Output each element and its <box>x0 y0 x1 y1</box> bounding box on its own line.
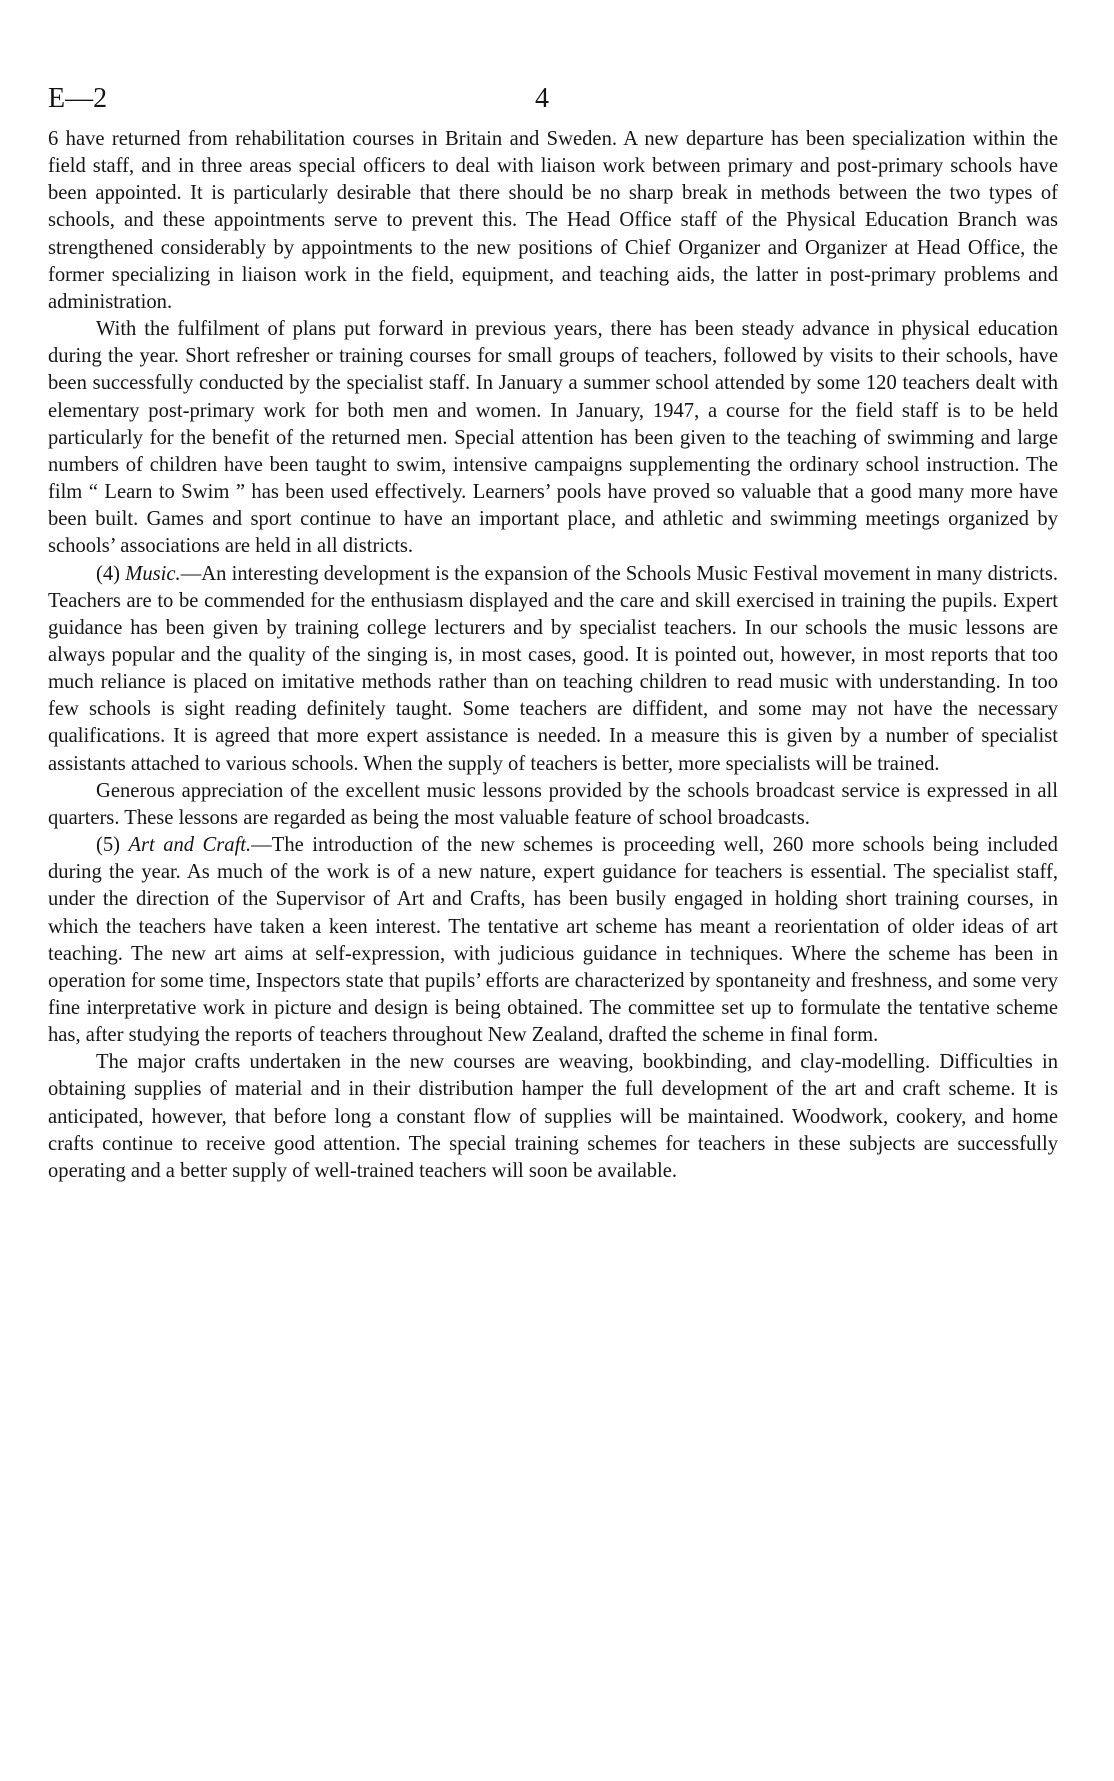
section-number: (4) <box>96 562 126 585</box>
paragraph-physical-education-progress <box>48 316 1058 560</box>
paragraph-text: 6 have returned from rehabilitation courses in Britain and Sweden. A new departure has been specialization within the field staff, and in three areas special officers to deal with liaison work between primary and post-primary schools have been appointed. It is particularly desirable that there should be no sharp break in methods between the two types of schools, and these appointments serve to prevent this. The Head Office staff of the Physical Education Branch was strengthened considerably by appointments to the new positions of Chief Organizer and Organizer at Head Office, the former specializing in liaison work in the field, equipment, and teaching aids, the latter in post-primary problems and administration. <box>48 128 1058 313</box>
page-number: 4 <box>535 83 549 114</box>
paragraph-text: With the fulfilment of plans put forward in previous years, there has been steady advance in physical education during the year. Short refresher or training courses for small groups of teachers, followed by visits to their schools, have been successfully conducted by the specialist staff. In January a summer school attended by some 120 teachers dealt with elementary post-primary work for both men and women. In January, 1947, a course for the field staff is to be held particularly for the benefit of the returned men. Special attention has been given to the teaching of swimming and large numbers of children have been taught to swim, intensive campaigns supplementing the ordinary school instruction. The film “ Learn to Swim ” has been used effectively. Learners’ pools have proved so valuable that a good many more have been built. Games and sport continue to have an important place, and athletic and swimming meetings organized by schools’ associations are held in all districts. <box>48 318 1058 558</box>
document-page <box>48 82 1058 1185</box>
paragraph-physical-education-staff <box>48 126 1058 316</box>
body-text <box>48 126 1058 1185</box>
paragraph-art-and-craft <box>48 832 1058 1049</box>
section-heading-music: Music. <box>125 562 181 585</box>
paragraph-music-broadcasts <box>48 778 1058 832</box>
section-heading-art-and-craft: Art and Craft. <box>128 834 252 857</box>
paragraph-text: The major crafts undertaken in the new courses are weaving, bookbinding, and clay-modelling. Difficulties in obtaining supplies of material and in their distribution hamper the full development of the art and craft scheme. It is anticipated, however, that before long a constant flow of supplies will be maintained. Woodwork, cookery, and home crafts continue to receive good attention. The special training schemes for teachers in these subjects are successfully operating and a better supply of well-trained teachers will soon be available. <box>48 1051 1058 1182</box>
paragraph-music <box>48 561 1058 778</box>
paragraph-text: —An interesting development is the expansion of the Schools Music Festival movement in many districts. Teachers are to be commended for the enthusiasm displayed and the care and skill exercised in training the pupils. Expert guidance has been given by training college lecturers and by specialist teachers. In our schools the music lessons are always popular and the quality of the singing is, in most cases, good. It is pointed out, however, in most reports that too much reliance is placed on imitative methods rather than on teaching children to read music with understanding. In too few schools is sight reading definitely taught. Some teachers are diffident, and some may not have the necessary qualifications. It is agreed that more expert assistance is needed. In a measure this is given by a number of specialist assistants attached to various schools. When the supply of teachers is better, more specialists will be trained. <box>48 562 1058 775</box>
paragraph-text: Generous appreciation of the excellent music lessons provided by the schools broadcast service is expressed in all quarters. These lessons are regarded as being the most valuable feature of school broadcasts. <box>48 779 1058 829</box>
section-number: (5) <box>96 834 129 857</box>
paragraph-text: —The introduction of the new schemes is proceeding well, 260 more schools being included during the year. As much of the work is of a new nature, expert guidance for teachers is essential. The specialist staff, under the direction of the Supervisor of Art and Crafts, has been busily engaged in holding short training courses, in which the teachers have taken a keen interest. The tentative art scheme has meant a reorientation of older ideas of art teaching. The new art aims at self-expression, with judicious guidance in techniques. Where the scheme has been in operation for some time, Inspectors state that pupils’ efforts are characterized by spontaneity and freshness, and some very fine interpretative work in picture and design is being obtained. The committee set up to formulate the tentative scheme has, after studying the reports of teachers throughout New Zealand, drafted the scheme in final form. <box>48 834 1058 1047</box>
document-code: E—2 <box>48 83 108 114</box>
page-header <box>48 82 1058 122</box>
paragraph-major-crafts <box>48 1049 1058 1185</box>
